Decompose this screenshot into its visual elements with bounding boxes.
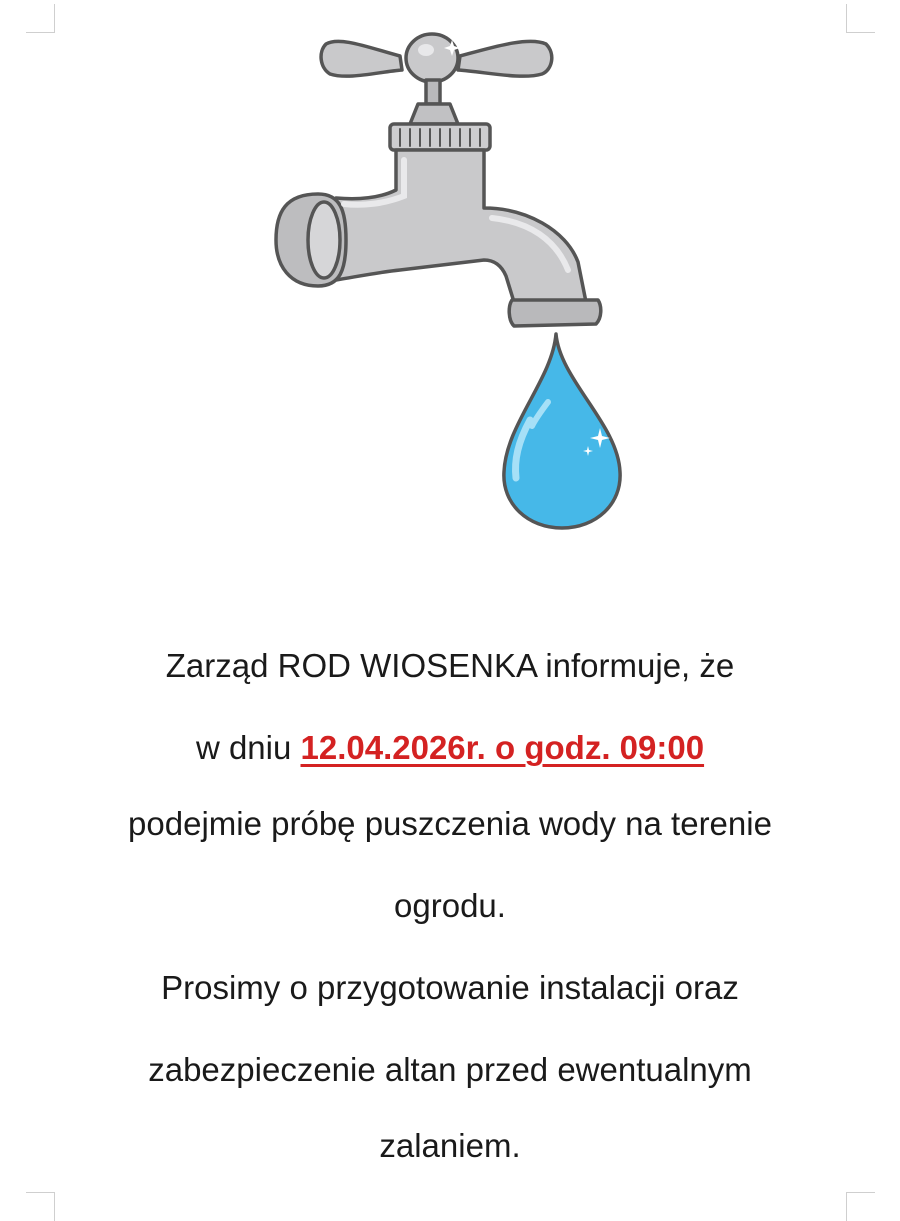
notice-line-1: Zarząd ROD WIOSENKA informuje, że [165, 647, 735, 684]
notice-line-6: zabezpieczenie altan przed ewentualnym [148, 1051, 752, 1088]
notice-line-3: podejmie próbę puszczenia wody na terenie [128, 805, 772, 842]
notice-line-5: Prosimy o przygotowanie instalacji oraz [161, 969, 739, 1006]
water-tap-icon [260, 20, 640, 540]
notice-line-7: zalaniem. [379, 1127, 521, 1164]
crop-mark-top-left [26, 4, 55, 33]
date-time-highlight: 12.04.2026r. o godz. 09:00 [300, 729, 705, 766]
notice-line-2-prefix: w dniu [195, 729, 292, 766]
tap-handle [321, 41, 402, 76]
notice-line-2 [0, 720, 900, 796]
tap-body [336, 150, 586, 302]
crop-mark-top-right [846, 4, 875, 33]
notice-line-4: ogrodu. [394, 887, 506, 924]
notice-text [0, 638, 900, 1200]
